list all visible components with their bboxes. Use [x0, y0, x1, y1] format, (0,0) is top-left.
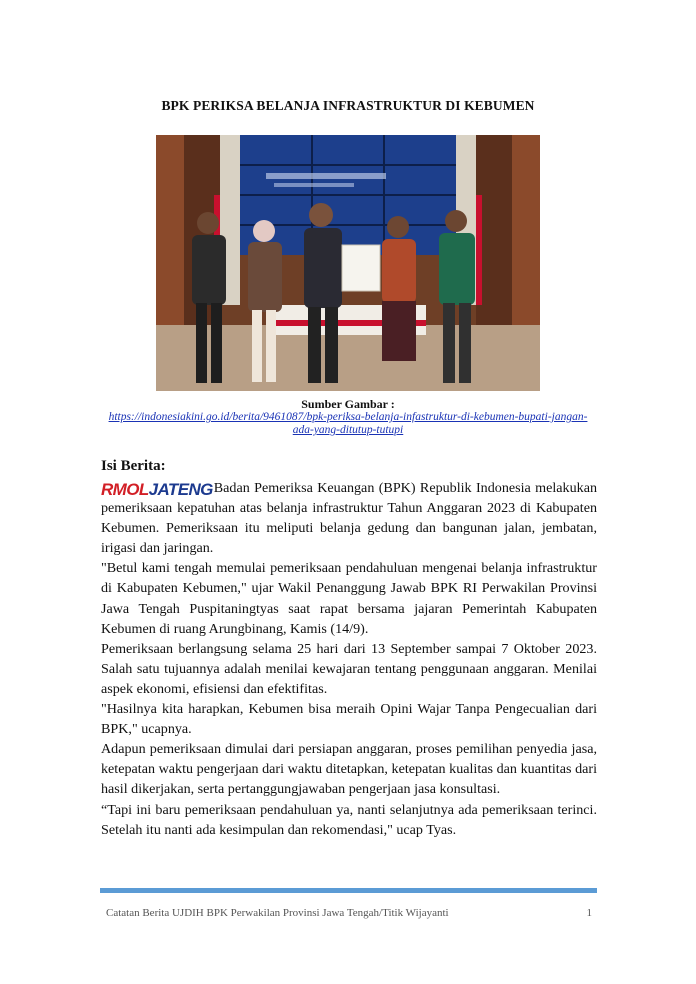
news-photo: [156, 135, 540, 391]
paragraph-1: RMOLJATENGBadan Pemeriksa Keuangan (BPK) Republik Indonesia melakukan pemeriksaan kepatuhan atas belanja infrastruktur Tahun Anggaran 2023 di Kabupaten Kebumen. Pemeriksaan itu meliputi belanja gedung dan bangunan jalan, jembatan, irigasi dan jaringan.: [101, 480, 597, 557]
image-source-link[interactable]: https://indonesiakini.go.id/berita/9461087/bpk-periksa-belanja-infastruktur-di-kebumen-bupati-jangan-ada-yang-ditutup-tutupi: [108, 411, 588, 436]
paragraph-5: Adapun pemeriksaan dimulai dari persiapan anggaran, proses pemilihan penyedia jasa, ketepatan waktu pengerjaan dari waktu ditetapkan, ketepatan kualitas dan kuantitas dari hasil dikerjakan, serta pertanggungjawaban pengerjaan jasa konsultasi.: [101, 741, 597, 798]
footer-text: Catatan Berita UJDIH BPK Perwakilan Provinsi Jawa Tengah/Titik Wijayanti: [106, 907, 449, 919]
group-photo-illustration: [156, 135, 540, 391]
paragraph-6: “Tapi ini baru pemeriksaan pendahuluan ya, nanti selanjutnya ada pemeriksaan terinci. Setelah itu nanti ada kesimpulan dan rekomendasi," ucap Tyas.: [101, 801, 597, 838]
paragraph-2: "Betul kami tengah memulai pemeriksaan pendahuluan mengenai belanja infrastruktur di Kabupaten Kebumen," ujar Wakil Penanggung Jawab BPK RI Perwakilan Provinsi Jawa Tengah Puspitaningtyas saat rapat bersama jajaran Pemerintah Kabupaten Kebumen di ruang Arungbinang, Kamis (14/9).: [101, 560, 597, 637]
rmol-jateng-logo: RMOLJATENG: [101, 480, 213, 499]
paragraph-4: "Hasilnya kita harapkan, Kebumen bisa meraih Opini Wajar Tanpa Pengecualian dari BPK," ucapnya.: [101, 701, 597, 738]
footer-divider: [100, 888, 597, 893]
article-body: [101, 478, 597, 840]
section-label: Isi Berita:: [101, 458, 166, 474]
page-footer: [106, 907, 592, 919]
news-title: BPK PERIKSA BELANJA INFRASTRUKTUR DI KEBUMEN: [161, 98, 535, 113]
paragraph-3: Pemeriksaan berlangsung selama 25 hari dari 13 September sampai 7 Oktober 2023. Salah satu tujuannya adalah menilai kewajaran tentang penggunaan anggaran. Menilai aspek ekonomi, efisiensi dan efektifitas.: [101, 640, 597, 697]
page-number: 1: [586, 907, 592, 919]
image-source-label: Sumber Gambar :: [301, 397, 395, 411]
